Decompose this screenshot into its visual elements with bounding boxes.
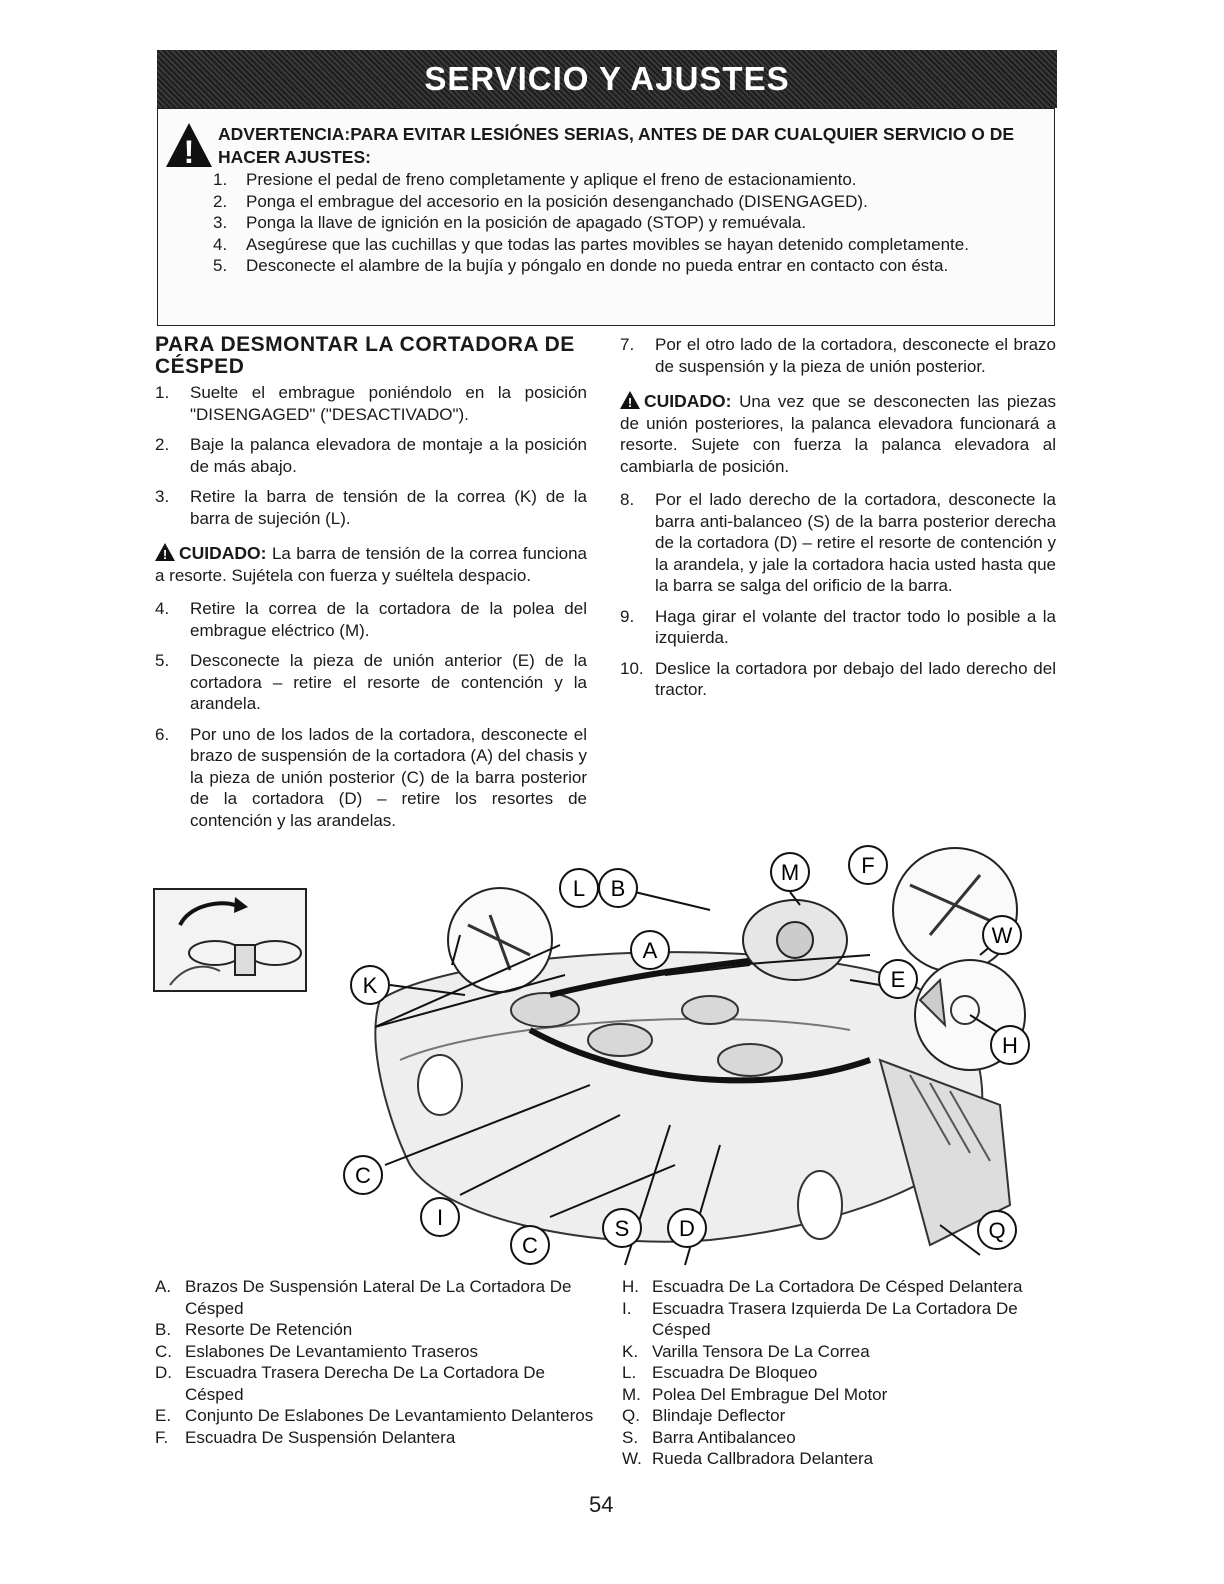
legend-item [622,1448,1042,1470]
warning-item [213,255,1048,277]
caution-text: Una vez que se desconecten las piezas de unión posteriores, la palanca elevadora funcionará a resorte. Sujete con fuerza la palanca elevadora al cambiarla de posición. [620,392,1056,476]
callout-H [991,1026,1029,1064]
step-item-text: Suelte el embrague poniéndolo en la posición "DISENGAGED" ("DESACTIVADO"). [190,383,587,424]
warning-item-text: Asegúrese que las cuchillas y que todas las partes movibles se hayan detenido completamente. [246,234,969,254]
legend-item-text: Polea Del Embrague Del Motor [652,1384,888,1404]
callout-M [771,853,809,891]
warning-item [213,191,1048,213]
warning-item [213,169,1048,191]
callout-C-right [511,1226,549,1264]
step-item-text: Desconecte la pieza de unión anterior (E) de la cortadora – retire el resorte de contención y la arandela. [190,651,587,713]
callout-label: C [355,1163,371,1188]
step-item [620,606,1056,649]
legend-item-number: W. [622,1449,642,1468]
legend-item [155,1276,595,1319]
legend-item [155,1405,595,1427]
legend-item-text: Escuadra De La Cortadora De Césped Delantera [652,1277,1023,1296]
warning-item-number: 5. [213,256,228,275]
legend-right [622,1276,1042,1470]
legend-item [155,1362,595,1405]
callout-label: E [890,967,906,992]
caution-text: La barra de tensión de la correa funciona a resorte. Sujétela con fuerza y suéltela despacio. [155,544,587,585]
warning-icon [164,121,214,171]
warning-item-text: Desconecte el alambre de la bujía y póngalo en donde no pueda entrar en contacto con ésta. [246,256,949,275]
step-item [620,334,1056,377]
callout-label: D [679,1216,695,1241]
step-item-text: Por uno de los lados de la cortadora, desconecte el brazo de suspensión de la cortadora (A) del chasis y la pieza de unión posterior (C) de la barra posterior de la cortadora (D) – retire los resortes de contención y las arandelas. [190,724,587,830]
legend-item-number: A. [155,1277,172,1296]
callout-I [421,1198,459,1236]
callout-label: B [610,876,626,901]
legend-item-number: F. [155,1427,169,1447]
legend-item-text: Barra Antibalanceo [652,1427,796,1447]
legend-item-number: M. [622,1384,641,1404]
left-column [155,334,587,840]
legend-item-text: Escuadra Trasera Derecha De La Cortadora De Césped [185,1363,546,1404]
callout-label: Q [988,1218,1006,1243]
warning-list [213,169,1048,277]
step-item-number: 6. [155,724,170,744]
warning-item-text: Presione el pedal de freno completamente y aplique el freno de estacionamiento. [246,170,857,189]
warning-item [213,212,1048,234]
legend-item [622,1384,1042,1406]
step-item-text: Retire la barra de tensión de la correa (K) de la barra de sujeción (L). [190,487,587,528]
callout-S [603,1209,641,1247]
step-item-number: 4. [155,599,170,618]
legend-item-text: Escuadra De Bloqueo [652,1363,818,1382]
step-item [155,650,587,715]
step-item [155,382,587,425]
callout-E [879,960,917,998]
warning-box [157,108,1055,326]
caution-icon [155,543,175,561]
callout-Q [978,1211,1016,1249]
step-item-text: Por el lado derecho de la cortadora, desconecte la barra anti-balanceo (S) de la barra posterior derecha de la cortadora (D) – retire el resorte de contención y la arandela, y jale la cortadora hacia usted hasta que la barra se salga del orificio de la barra. [655,490,1056,595]
step-item [155,486,587,529]
warning-item-number: 2. [213,191,228,211]
legend-item-number: H. [622,1277,639,1296]
callout-L [560,869,598,907]
legend-item [155,1341,595,1363]
right-column [620,334,1056,710]
legend-item-number: Q. [622,1406,640,1425]
warning-item-text: Ponga la llave de ignición en la posición de apagado (STOP) y remuévala. [246,213,807,232]
callout-label: C [522,1233,538,1258]
legend-item [622,1362,1042,1384]
legend-left [155,1276,595,1448]
page-number: 54 [589,1492,614,1517]
step-item [155,724,587,832]
caution-label: CUIDADO: [644,391,732,411]
step-item-number: 8. [620,490,635,509]
step-item-number: 1. [155,383,170,402]
svg-text:!: ! [162,547,168,561]
step-item [155,434,587,477]
step-item [620,658,1056,701]
callout-K [351,966,389,1004]
svg-text:!: ! [627,395,633,409]
step-item-number: 9. [620,606,635,626]
legend-item [622,1405,1042,1427]
step-item-text: Baje la palanca elevadora de montaje a la posición de más abajo. [190,435,587,476]
callout-F [849,846,887,884]
legend-item-text: Escuadra Trasera Izquierda De La Cortadora De Césped [652,1298,1018,1339]
legend-item-text: Escuadra De Suspensión Delantera [185,1427,456,1447]
step-item [155,598,587,641]
step-item-text: Retire la correa de la cortadora de la polea del embrague eléctrico (M). [190,599,587,640]
callout-label: I [436,1205,444,1230]
svg-text:!: ! [183,134,195,170]
step-item-text: Por el otro lado de la cortadora, desconecte el brazo de suspensión y la pieza de unión posterior. [655,335,1056,376]
steps-group-b [155,598,587,831]
callout-label: H [1002,1033,1018,1058]
legend-item-number: C. [155,1341,172,1361]
warning-item-number: 4. [213,234,228,254]
legend-item-text: Eslabones De Levantamiento Traseros [185,1341,478,1361]
legend-item [622,1276,1042,1298]
caution-note-2 [620,391,1056,477]
callout-label: F [861,853,875,878]
legend-item-number: K. [622,1341,639,1361]
steps-group-c [620,334,1056,377]
deck-body [375,952,1010,1245]
legend-item [622,1341,1042,1363]
legend-item-text: Rueda Callbradora Delantera [652,1449,874,1468]
step-item-number: 7. [620,335,635,354]
legend-item [155,1427,595,1449]
step-item-text: Deslice la cortadora por debajo del lado derecho del tractor. [655,658,1056,699]
callout-label: S [614,1216,630,1241]
step-item-number: 5. [155,651,170,670]
page-title: SERVICIO Y AJUSTES [424,60,790,97]
legend-item-number: E. [155,1406,172,1425]
legend-item-text: Blindaje Deflector [652,1406,786,1425]
callout-label: M [780,860,800,885]
caution-icon [620,391,640,409]
legend-item-number: I. [622,1298,632,1318]
legend-item-number: B. [155,1320,172,1339]
legend-item [622,1427,1042,1449]
warning-item-number: 1. [213,170,228,189]
callout-label: A [642,938,658,963]
callout-label: L [572,876,586,901]
section-heading: PARA DESMONTAR LA CORTADORA DE CÉSPED [155,333,575,378]
callout-D [668,1209,706,1247]
callout-C-left [344,1156,382,1194]
step-item [620,489,1056,597]
legend-item [155,1319,595,1341]
legend-item-text: Varilla Tensora De La Correa [652,1341,870,1361]
callout-B [599,869,637,907]
step-item-number: 10. [620,658,644,678]
caution-label: CUIDADO: [179,543,267,563]
mower-deck-diagram [150,845,1030,1275]
callout-W [983,916,1021,954]
legend-item-number: D. [155,1363,172,1382]
step-item-number: 3. [155,487,170,506]
legend-item-text: Resorte De Retención [185,1320,353,1339]
legend-item-number: S. [622,1427,639,1447]
steps-group-d [620,489,1056,701]
steps-group-a [155,382,587,529]
callout-label: W [991,923,1013,948]
warning-item [213,234,1048,256]
inset-clutch-illustration [154,889,306,991]
legend-item-text: Conjunto De Eslabones De Levantamiento Delanteros [185,1406,594,1425]
warning-item-text: Ponga el embrague del accesorio en la posición desenganchado (DISENGAGED). [246,191,868,211]
callout-A [631,931,669,969]
caution-note-1 [155,543,587,586]
warning-title: ADVERTENCIA:PARA EVITAR LESIÓNES SERIAS, ANTES DE DAR CUALQUIER SERVICIO O DE HACER AJUSTES: [218,124,1015,167]
step-item-text: Haga girar el volante del tractor todo lo posible a la izquierda. [655,606,1056,647]
legend-item [622,1298,1042,1341]
warning-item-number: 3. [213,213,228,232]
step-item-number: 2. [155,435,170,454]
callout-label: K [362,973,378,998]
section-banner [157,50,1057,108]
legend-item-text: Brazos De Suspensión Lateral De La Cortadora De Césped [185,1277,572,1318]
legend-item-number: L. [622,1363,637,1382]
